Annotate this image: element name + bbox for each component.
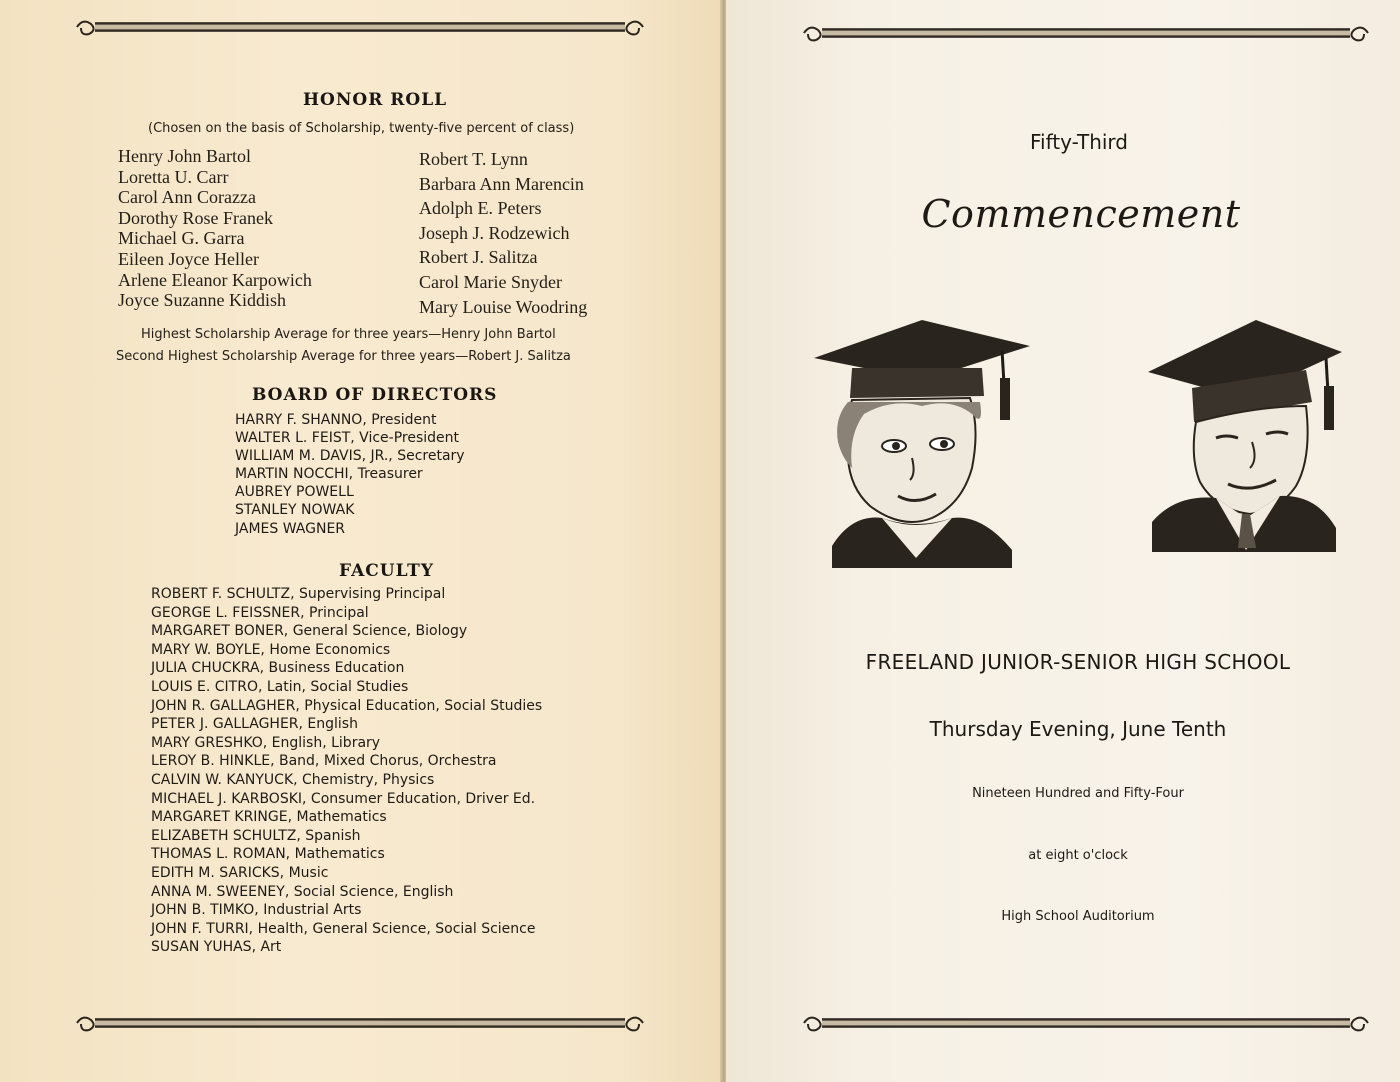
honor-roll-subtitle: (Chosen on the basis of Scholarship, twenty-five percent of class) xyxy=(148,121,575,136)
honor-roll-heading: HONOR ROLL xyxy=(303,90,448,110)
board-member: AUBREY POWELL xyxy=(235,484,354,501)
faculty-heading: FACULTY xyxy=(339,561,434,581)
honor-roll-name: Mary Louise Woodring xyxy=(419,296,588,317)
faculty-member: MICHAEL J. KARBOSKI, Consumer Education, Driver Ed. xyxy=(151,790,536,807)
honor-roll-name: Henry John Bartol xyxy=(118,146,251,166)
faculty-member: JULIA CHUCKRA, Business Education xyxy=(151,660,405,677)
board-member: MARTIN NOCCHI, Treasurer xyxy=(235,466,423,483)
faculty-member: JOHN F. TURRI, Health, General Science, Social Science xyxy=(151,920,536,937)
faculty-list xyxy=(151,585,542,957)
honor-roll-name: Joyce Suzanne Kiddish xyxy=(118,290,286,311)
male-graduate-illustration xyxy=(1146,318,1346,558)
faculty-member: LEROY B. HINKLE, Band, Mixed Chorus, Orchestra xyxy=(151,753,497,770)
faculty-member: ELIZABETH SCHULTZ, Spanish xyxy=(151,827,361,844)
faculty-member: MARGARET BONER, General Science, Biology xyxy=(151,623,468,640)
event-location: High School Auditorium xyxy=(1001,909,1155,924)
faculty-member: GEORGE L. FEISSNER, Principal xyxy=(151,604,369,621)
faculty-member: MARY GRESHKO, English, Library xyxy=(151,734,381,751)
bottom-border-ornament-left xyxy=(75,1012,645,1034)
highest-scholarship-line: Highest Scholarship Average for three years—Henry John Bartol xyxy=(141,327,556,342)
faculty-member: JOHN B. TIMKO, Industrial Arts xyxy=(151,902,362,919)
honor-roll-name: Loretta U. Carr xyxy=(118,166,229,187)
female-graduate-illustration xyxy=(812,318,1032,574)
honor-roll-name: Joseph J. Rodzewich xyxy=(419,222,570,243)
event-date: Thursday Evening, June Tenth xyxy=(929,717,1227,741)
faculty-member: SUSAN YUHAS, Art xyxy=(151,939,282,956)
honor-roll-column-left xyxy=(118,146,312,311)
top-border-ornament-right xyxy=(802,22,1370,44)
honor-roll-name: Barbara Ann Marencin xyxy=(419,173,584,194)
honor-roll-name: Dorothy Rose Franek xyxy=(118,207,273,228)
board-heading: BOARD OF DIRECTORS xyxy=(252,385,498,405)
faculty-member: ROBERT F. SCHULTZ, Supervising Principal xyxy=(151,586,446,602)
honor-roll-name: Carol Ann Corazza xyxy=(118,187,256,208)
bottom-border-ornament-right xyxy=(802,1012,1370,1034)
top-border-ornament-left xyxy=(75,16,645,38)
faculty-member: MARGARET KRINGE, Mathematics xyxy=(151,809,387,826)
board-member: WILLIAM M. DAVIS, JR., Secretary xyxy=(235,448,465,465)
event-time: at eight o'clock xyxy=(1028,848,1128,863)
board-member: JAMES WAGNER xyxy=(235,520,346,537)
honor-roll-name: Carol Marie Snyder xyxy=(419,271,562,292)
right-page xyxy=(726,0,1400,1082)
school-name: FREELAND JUNIOR-SENIOR HIGH SCHOOL xyxy=(865,650,1291,674)
honor-roll-column-right xyxy=(419,147,587,319)
commencement-title: Commencement xyxy=(921,192,1241,236)
faculty-member: JOHN R. GALLAGHER, Physical Education, Social Studies xyxy=(151,697,543,714)
faculty-member: PETER J. GALLAGHER, English xyxy=(151,716,358,733)
board-list xyxy=(235,411,465,538)
second-highest-scholarship-line: Second Highest Scholarship Average for three years—Robert J. Salitza xyxy=(116,349,571,364)
faculty-member: CALVIN W. KANYUCK, Chemistry, Physics xyxy=(151,771,435,788)
faculty-member: MARY W. BOYLE, Home Economics xyxy=(151,641,391,658)
honor-roll-name: Arlene Eleanor Karpowich xyxy=(118,269,312,290)
faculty-member: ANNA M. SWEENEY, Social Science, English xyxy=(151,883,454,900)
ordinal-line: Fifty-Third xyxy=(1029,130,1129,154)
board-member: WALTER L. FEIST, Vice-President xyxy=(235,430,459,447)
faculty-member: EDITH M. SARICKS, Music xyxy=(151,864,329,881)
board-member: HARRY F. SHANNO, President xyxy=(235,412,437,428)
faculty-member: LOUIS E. CITRO, Latin, Social Studies xyxy=(151,678,409,695)
honor-roll-name: Eileen Joyce Heller xyxy=(118,248,259,269)
board-member: STANLEY NOWAK xyxy=(235,502,355,519)
honor-roll-name: Michael G. Garra xyxy=(118,228,245,249)
honor-roll-name: Adolph E. Peters xyxy=(419,198,542,219)
faculty-member: THOMAS L. ROMAN, Mathematics xyxy=(151,846,385,863)
event-year: Nineteen Hundred and Fifty-Four xyxy=(972,786,1184,801)
honor-roll-name: Robert T. Lynn xyxy=(419,149,528,169)
honor-roll-name: Robert J. Salitza xyxy=(419,247,538,268)
